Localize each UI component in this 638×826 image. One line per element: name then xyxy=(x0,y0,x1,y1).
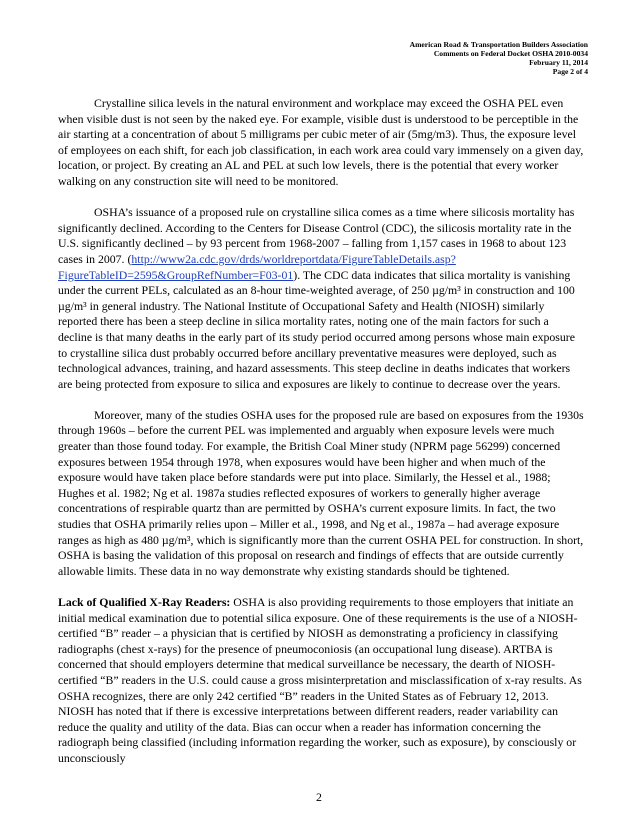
header-date: February 11, 2014 xyxy=(529,58,588,67)
paragraph-historical-studies: Moreover, many of the studies OSHA uses for the proposed rule are based on exposures from the 1930s through 1960s – before the current PEL was implemented and arguably when exposure levels were much greater than those found today. For example, the British Coal Miner study (NPRM page 56299) concerned exposures between 1954 through 1978, when exposures would have been higher and when much of the exposure would have taken place before standards were put into place. Similarly, the Hessel et al., 1988; Hughes et al. 1982; Ng et al. 1987a studies reflected exposures of workers to generally higher average concentrations of respirable quartz than are permitted by OSHA’s current exposure limits. In fact, the two studies that OSHA primarily relies upon – Miller et al., 1998, and Ng et al., 1987a – had average exposure ranges as high as 480 µg/m³, which is significantly more than the current OSHA PEL for construction. In short, OSHA is basing the validation of this proposal on research and findings of effects that are outside currently allowable limits. These data in no way demonstrate why existing standards should be tightened. xyxy=(58,407,584,578)
paragraph-xray-readers xyxy=(58,595,584,767)
paragraph-mortality-text-2: ). The CDC data indicates that silica mortality is vanishing under the current PELs, calculated as an 8-hour time-weighted average, of 250 µg/m³ in construction and 100 µg/m³ in general industry. The National Institute of Occupational Safety and Health (NIOSH) similarly reported there has been a steep decline in silica mortality rates, noting one of the main factors for such a decline is that many deaths in the early part of its study period occurred among persons whose main exposure to crystalline silica dust probably occurred before ancillary preventative measures were deployed, such as technological advances, training, and hazard assessments. This steep decline in deaths indicates that workers are being protected from exposure to silica and exposures are likely to continue to decrease over the years. xyxy=(58,267,575,391)
header-page-indicator: Page 2 of 4 xyxy=(552,67,588,76)
section-heading-xray-readers: Lack of Qualified X-Ray Readers: xyxy=(58,595,231,609)
paragraph-mortality-text-1: OSHA’s issuance of a proposed rule on crystalline silica comes as a time where silicosis mortality has significantly declined. According to the Centers for Disease Control (CDC), the silicosis mortality rate in the U.S. significantly declined – by 93 percent from 1968-2007 – falling from 1,157 cases in 1968 to about 123 cases in 2007. ( xyxy=(58,205,575,266)
header-docket: Comments on Federal Docket OSHA 2010-0034 xyxy=(433,49,588,58)
cdc-report-link[interactable]: http://www2a.cdc.gov/drds/worldreportdata/FigureTableDetails.asp?FigureTableID=2595&GroupRefNumber=F03-01 xyxy=(58,251,456,282)
paragraph-mortality-decline xyxy=(58,205,584,392)
header-organization: American Road & Transportation Builders Association xyxy=(409,40,588,49)
document-body xyxy=(58,96,584,782)
page-header xyxy=(410,40,588,76)
paragraph-xray-readers-body: OSHA is also providing requirements to those employers that initiate an initial medical examination due to potential silica exposure. One of these requirements is the use of a NIOSH-certified “B” reader – a physician that is certified by NIOSH as demonstrating a proficiency in classifying radiographs (chest x-rays) for the presence of pneumoconiosis (an occupational lung disease). ARTBA is concerned that should employers determine that medical surveillance be necessary, the dearth of NIOSH-certified “B” readers in the U.S. could cause a gross misinterpretation and misclassification of x-ray results. As OSHA recognizes, there are only 242 certified “B” readers in the United States as of February 12, 2013. NIOSH has noted that if there is excessive interpretations between different readers, reader variability can reduce the quality and utility of the data. Bias can occur when a reader has information concerning the radiograph being classified (including information regarding the worker, such as exposure), by consciously or unconsciously xyxy=(58,595,582,765)
paragraph-silica-levels: Crystalline silica levels in the natural environment and workplace may exceed the OSHA PEL even when visible dust is not seen by the naked eye. For example, visible dust is understood to be perceptible in the air starting at a concentration of about 5 milligrams per cubic meter of air (5mg/m3). Thus, the exposure level of employees on each shift, for each job classification, in each work area could vary immensely on a given day, location, or project. By creating an AL and PEL at such low levels, there is the potential that every worker walking on any construction site will need to be monitored. xyxy=(58,96,584,188)
page-number: 2 xyxy=(316,790,322,804)
